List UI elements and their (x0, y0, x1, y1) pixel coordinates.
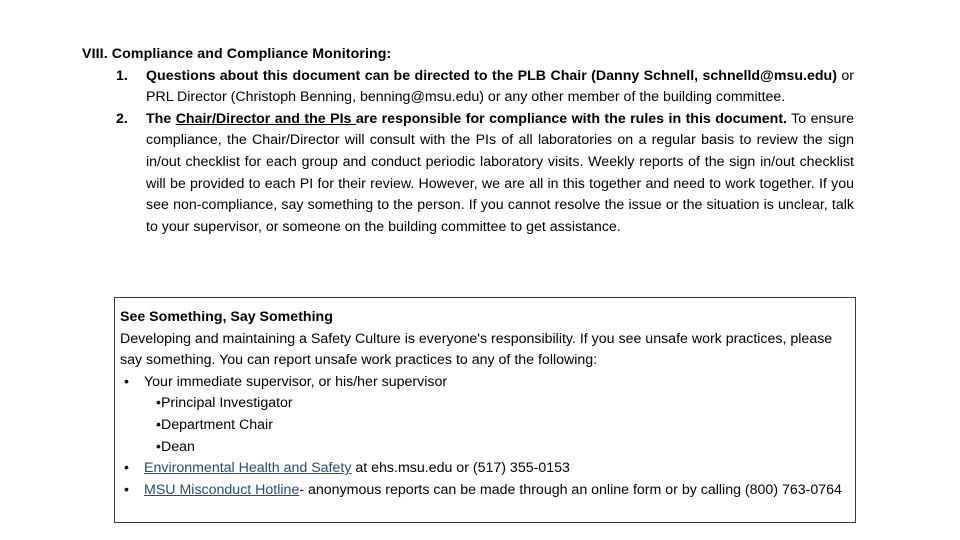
item-text: or PRL Director (Christoph Benning, benning@msu.edu) or any other member of the building committee. (146, 67, 854, 106)
compliance-section (82, 44, 854, 238)
list-item-2 (82, 109, 854, 239)
item-bold-lead-2: are responsible for compliance with the rules in this document. (355, 110, 787, 127)
sub-item-dean: •Dean (156, 438, 195, 455)
item-bold-lead: Questions about this document can be directed to the PLB Chair (Danny Schnell, schnelld@msu.edu) (146, 67, 837, 84)
hotline-text: - anonymous reports can be made through an online form or by calling (800) 763-0764 (299, 481, 842, 498)
item-bold-underlined: Chair/Director and the PIs (175, 110, 356, 127)
item-number: 2. (116, 110, 128, 127)
sub-item-pi: •Principal Investigator (156, 395, 293, 412)
item-bold-lead: The (146, 110, 176, 127)
bullet-dot: • (124, 460, 129, 477)
bullet-dot: • (124, 373, 129, 390)
box-title: See Something, Say Something (120, 309, 333, 325)
item-text: To ensure compliance, the Chair/Director will consult with the PIs of all laboratories on a regular basis to review the sign in/out checklist for each group and conduct periodic laboratory visits. Weekly reports of the sign in/out checklist will be provided to each PI for their review. However, we are all in this together and need to work together. If you see non-compliance, say something to the person. If you cannot resolve the issue or the situation is unclear, talk to your supervisor, or someone on the building committee to get assistance. (146, 110, 854, 235)
list-item-1 (82, 66, 854, 109)
box-intro: Developing and maintaining a Safety Culture is everyone's responsibility. If you see unsafe work practices, please say something. You can report unsafe work practices to any of the following: (120, 330, 833, 369)
hotline-link[interactable]: MSU Misconduct Hotline (144, 481, 300, 498)
bullet-text: Your immediate supervisor, or his/her supervisor (144, 373, 448, 390)
item-number: 1. (116, 67, 128, 84)
bullet-dot: • (124, 481, 129, 498)
sub-item-chair: •Department Chair (156, 416, 273, 433)
bullet-item-ehs (120, 458, 855, 480)
see-something-box (114, 297, 856, 523)
ehs-contact-text: at ehs.msu.edu or (517) 355-0153 (351, 460, 570, 477)
bullet-item-supervisor (120, 372, 855, 394)
ehs-link[interactable]: Environmental Health and Safety (144, 460, 352, 477)
bullet-item-hotline (120, 480, 855, 502)
section-heading: VIII. Compliance and Compliance Monitoring: (82, 46, 392, 62)
